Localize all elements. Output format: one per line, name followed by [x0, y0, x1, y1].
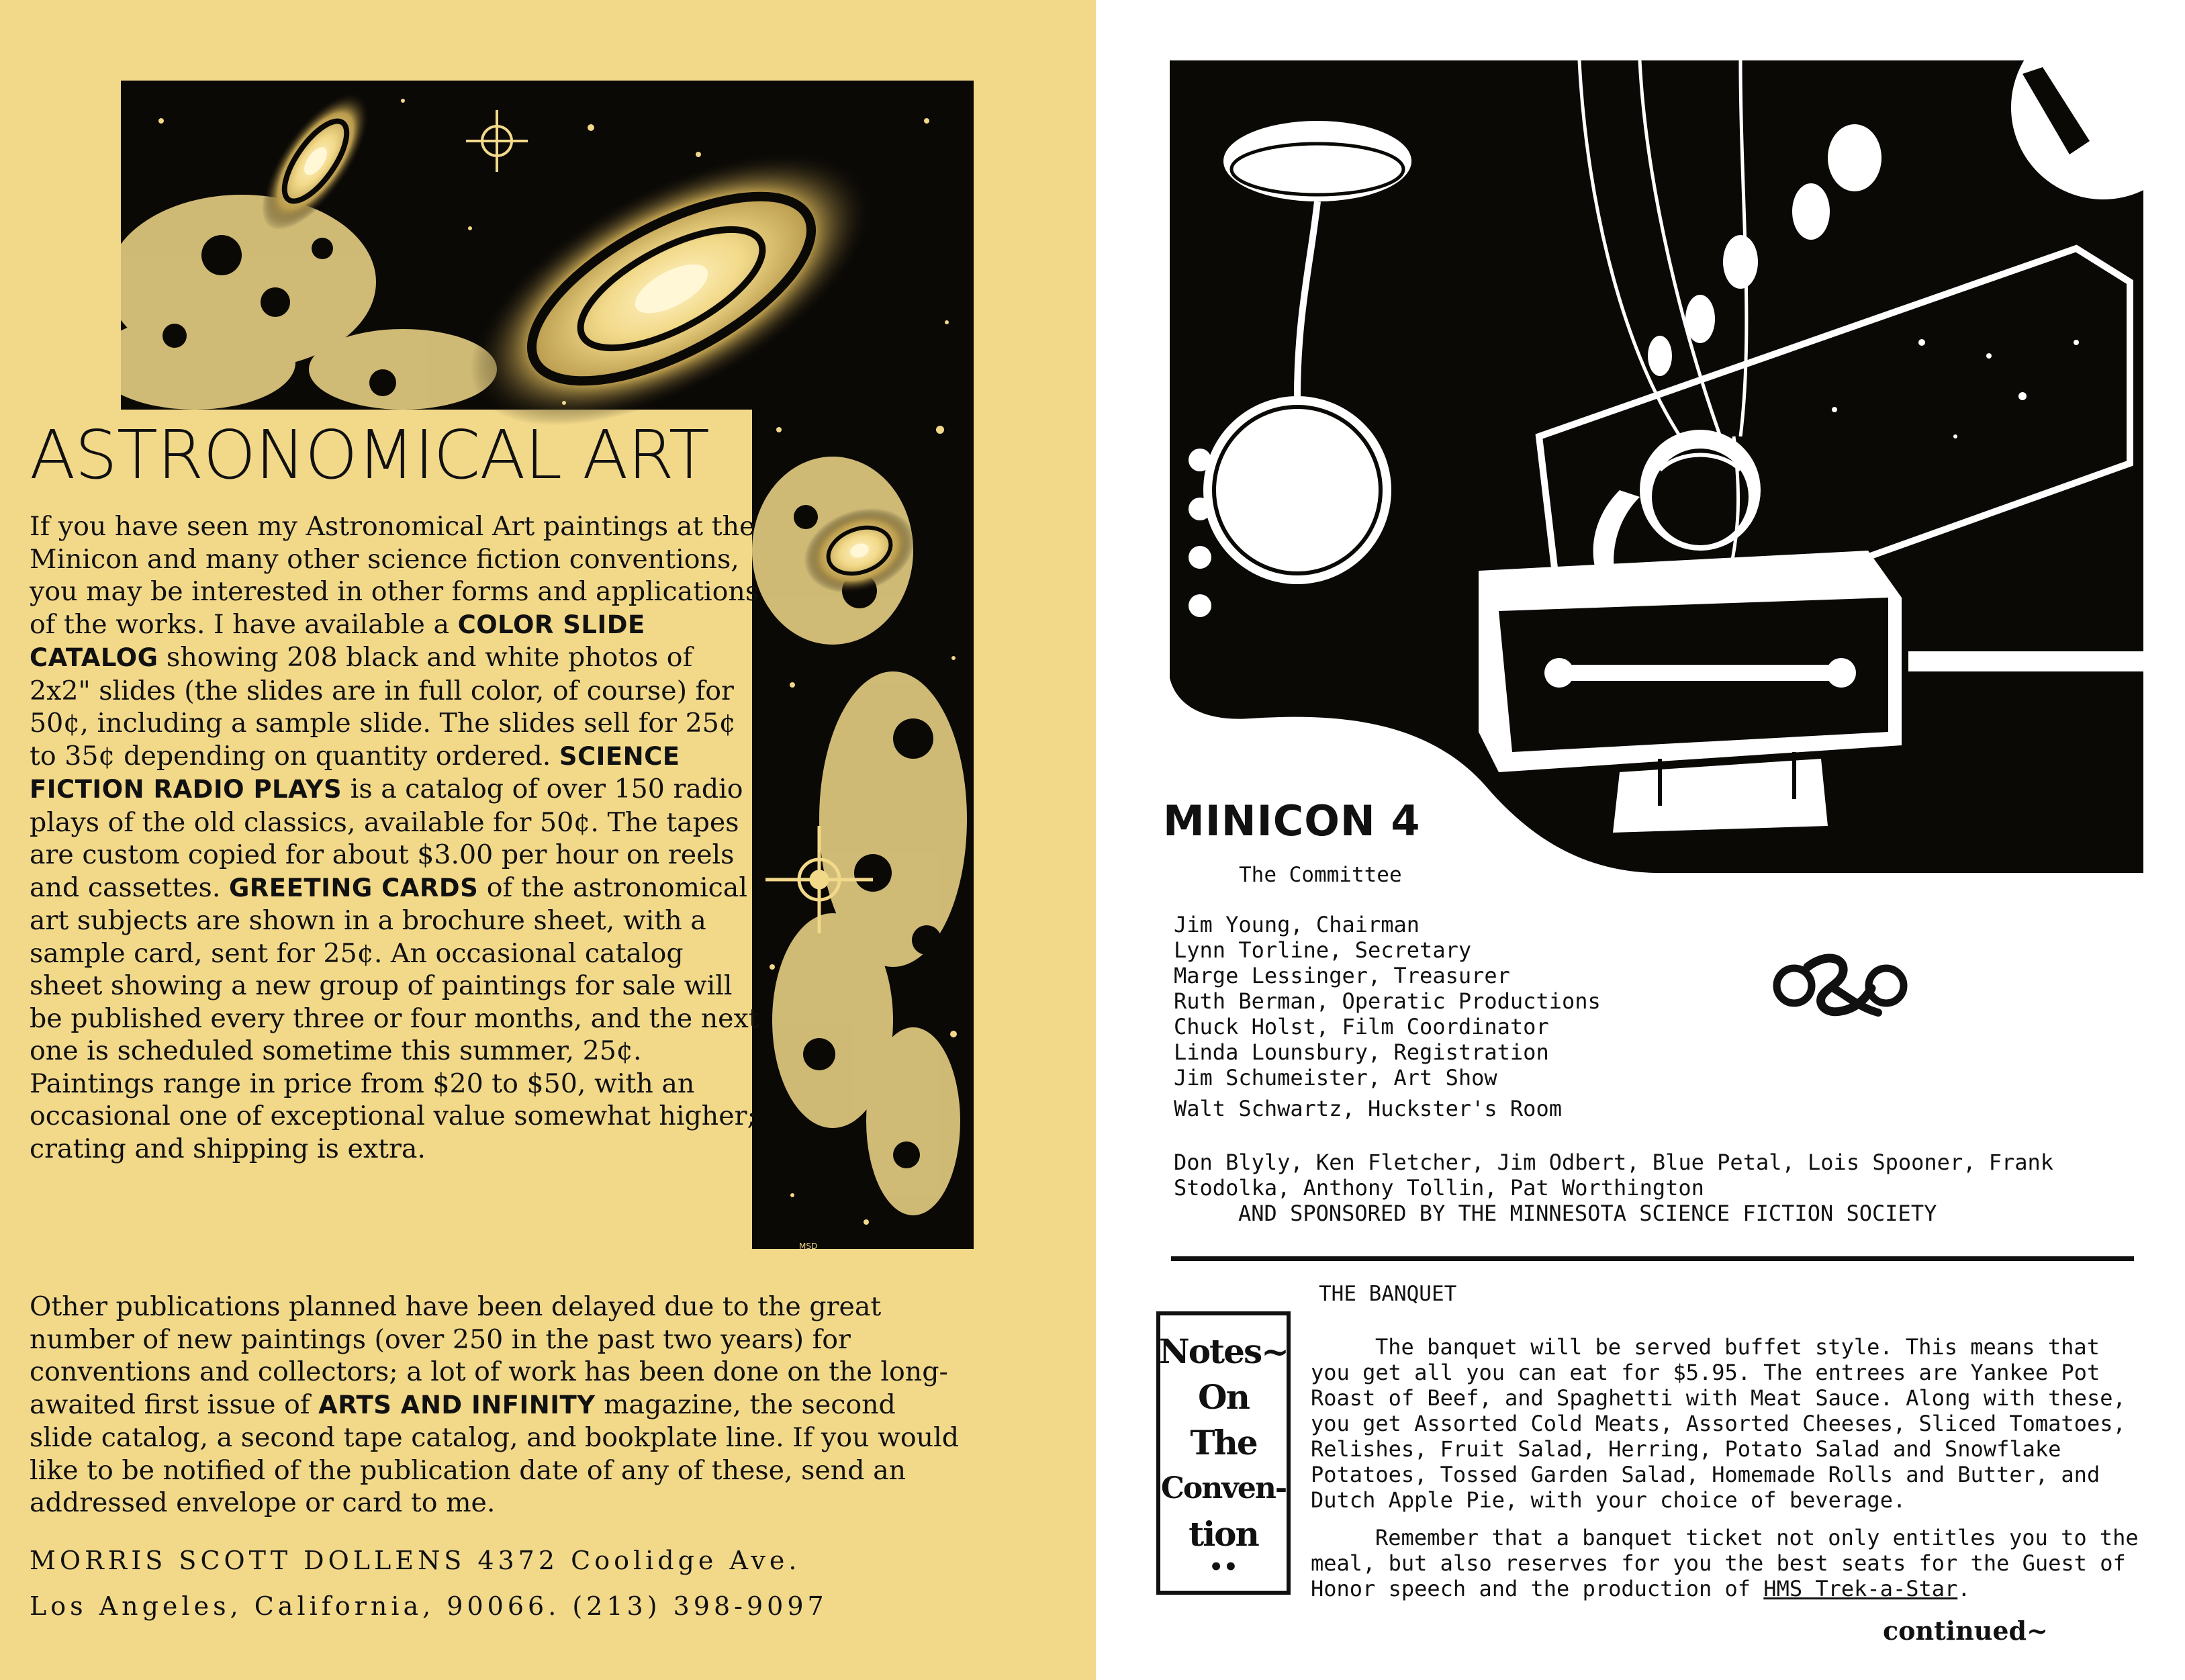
ad-text-1: If you have seen my Astronomical Art paintings at the Minicon and many other science fiction conventions, you may be interested in other forms and applications of the works. I have available a: [30, 511, 759, 640]
banquet-heading: THE BANQUET: [1319, 1282, 1457, 1306]
sponsor-line: AND SPONSORED BY THE MINNESOTA SCIENCE FICTION SOCIETY: [1238, 1201, 1937, 1226]
minicon-page: [1096, 0, 2185, 1680]
helpers-list: Don Blyly, Ken Fletcher, Jim Odbert, Blue Petal, Lois Spooner, Frank Stodolka, Anthony Tollin, Pat Worthington: [1174, 1150, 2054, 1201]
ad-body-publications: [30, 1291, 963, 1520]
committee-member: Marge Lessinger, Treasurer: [1174, 963, 1510, 988]
ad-text-6: magazine, the second slide catalog, a second tape catalog, and bookplate line. If you would like to be notified of the publication date of any of these, send an addressed envelope or card to me.: [30, 1389, 960, 1518]
ad-text-3: is a catalog of over 150 radio plays of the old classics, available for 50¢. The tapes are custom copied for about $3.00 per hour on reels and cassettes.: [30, 774, 743, 903]
notes-line: tion: [1189, 1514, 1258, 1554]
banquet-text-a: Remember that a banquet ticket not only entitles you to the meal, but also reserves for you the best seats for the Guest of Honor speech and the production of: [1311, 1525, 2139, 1601]
committee-member: Walt Schwartz, Huckster's Room: [1174, 1096, 1562, 1121]
banquet-text: [1311, 1334, 2143, 1614]
ampersand-logo-icon: [1771, 947, 1912, 1021]
banquet-text-b: .: [1957, 1576, 1971, 1601]
continued-label: continued~: [1883, 1616, 2048, 1646]
ad-text-2: showing 208 black and white photos of 2x2" slides (the slides are in full color, of course) for 50¢, including a sample slide. The slides sell for 25¢ to 35¢ depending on quantity ordered.: [30, 642, 736, 772]
committee-member: Chuck Holst, Film Coordinator: [1174, 1014, 1549, 1039]
divider: [1171, 1256, 2134, 1261]
notes-line: Notes~: [1159, 1332, 1289, 1371]
committee-member: Jim Young, Chairman: [1174, 912, 1420, 937]
address-line-2: Los Angeles, California, 90066. (213) 398-9097: [30, 1591, 828, 1621]
committee-member: Ruth Berman, Operatic Productions: [1174, 988, 1601, 1014]
committee-member: Lynn Torline, Secretary: [1174, 937, 1472, 963]
slide-catalog-label: COLOR SLIDE CATALOG: [30, 610, 645, 672]
address-line-1: MORRIS SCOTT DOLLENS 4372 Coolidge Ave.: [30, 1546, 801, 1575]
notes-line: Conven-: [1160, 1471, 1287, 1505]
hms-trek-a-star-title: HMS Trek-a-Star: [1763, 1576, 1958, 1601]
space-station-illustration: [1150, 60, 2143, 873]
ad-body: [30, 510, 761, 1165]
minicon-title: MINICON 4: [1163, 796, 1421, 845]
radio-plays-label: SCIENCE FICTION RADIO PLAYS: [30, 741, 680, 804]
banquet-paragraph-1: The banquet will be served buffet style. This means that you get all you can eat for $5.95. The entrees are Yankee Pot Roast of Beef, and Spaghetti with Meat Sauce. Along with these, you get Assorted Cold Meats, Assorted Cheeses, Sliced Tomatoes, Relishes, Fruit Salad, Herring, Potato Salad and Snowflake Potatoes, Tossed Garden Salad, Homemade Rolls and Butter, and Dutch Apple Pie, with your choice of beverage.: [1311, 1334, 2126, 1513]
committee-list: [1174, 912, 1601, 1121]
arts-and-infinity-label: ARTS AND INFINITY: [318, 1390, 596, 1419]
ad-text-5: Other publications planned have been delayed due to the great number of new paintings (over 250 in the past two years) for conventions and collectors; a lot of work has been done on the long-awaited first issue of: [30, 1291, 948, 1420]
committee-member: Linda Lounsbury, Registration: [1174, 1039, 1549, 1065]
committee-heading: The Committee: [1239, 863, 1402, 887]
notes-line: The: [1190, 1423, 1257, 1462]
notes-line: On: [1198, 1377, 1249, 1417]
banquet-paragraph-2: [1311, 1525, 2143, 1601]
artist-mark: MSD: [799, 1242, 818, 1249]
notes-on-the-convention-box: [1156, 1311, 1291, 1595]
ad-title: ASTRONOMICAL ART: [30, 416, 709, 494]
committee-member: Jim Schumeister, Art Show: [1174, 1065, 1497, 1090]
greeting-cards-label: GREETING CARDS: [228, 873, 479, 902]
notes-dots: ••: [1209, 1554, 1238, 1581]
ad-text-4: of the astronomical art subjects are shown in a brochure sheet, with a sample card, sent for 25¢. An occasional catalog sheet showing a new group of paintings for sale will be published every three or four months, and the next one is scheduled sometime this summer, 25¢. Paintings range in price from $20 to $50, with an occasional one of exceptional value somewhat higher; crating and shipping is extra.: [30, 872, 759, 1164]
